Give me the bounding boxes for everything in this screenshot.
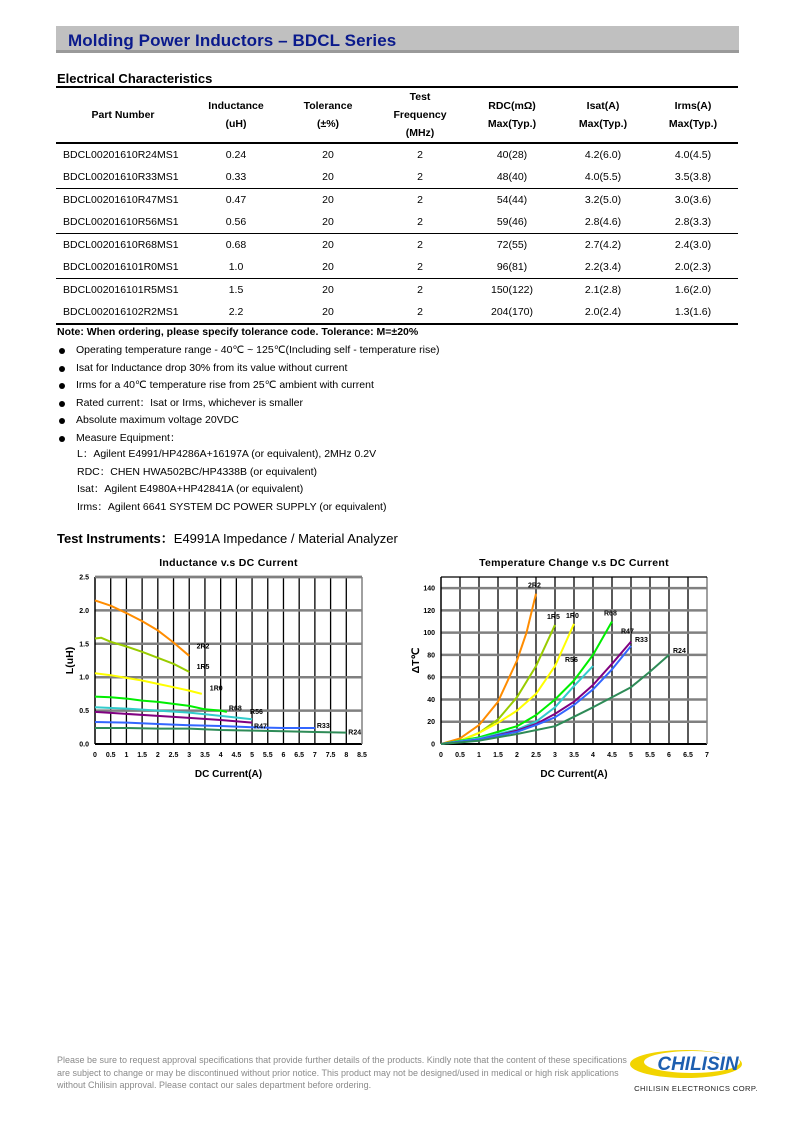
- series-label-r56: R56: [250, 708, 263, 716]
- x-tick-label: 2: [515, 752, 519, 759]
- header-label: Part Number: [91, 108, 155, 121]
- list-item: [57, 430, 440, 448]
- cell-rdc: 150(122): [490, 284, 534, 296]
- x-tick-label: 6: [281, 752, 286, 759]
- cell-part-number: BDCL00201610R68MS1: [63, 239, 179, 251]
- cell-isat: 2.8(4.6): [558, 211, 648, 234]
- electrical-characteristics-table: [56, 87, 738, 325]
- chart-title: Inductance v.s DC Current: [159, 557, 298, 569]
- cell-frequency: 2: [417, 239, 423, 251]
- logo-mark-icon: [626, 1046, 766, 1096]
- cell-isat: 2.0(2.4): [558, 301, 648, 324]
- table-row: [56, 189, 738, 212]
- cell-tolerance: 20: [322, 239, 334, 251]
- equipment-item: RDC：CHEN HWA502BC/HP4338B (or equivalent): [77, 465, 318, 478]
- list-item: [57, 377, 440, 395]
- cell-inductance: 2.2: [190, 301, 282, 324]
- x-tick-label: 2: [155, 752, 160, 759]
- cell-rdc: 204(170): [466, 301, 558, 324]
- measure-equipment-list: [77, 446, 386, 516]
- x-tick-label: 5: [250, 752, 255, 759]
- cell-inductance: 0.56: [190, 211, 282, 234]
- temperature-chart: [400, 552, 730, 792]
- y-tick-label: 20: [427, 719, 435, 727]
- cell-tolerance: 20: [322, 284, 334, 296]
- series-label-2r2: 2R2: [196, 643, 210, 651]
- cell-isat: 4.0(5.5): [558, 166, 648, 189]
- list-item: [57, 412, 440, 430]
- x-tick-label: 3.5: [569, 752, 579, 759]
- cell-tolerance: 20: [282, 256, 374, 279]
- cell-isat: 2.7(4.2): [584, 239, 622, 251]
- x-tick-label: 0: [439, 752, 443, 759]
- y-tick-label: 0: [431, 741, 435, 749]
- test-instruments-value: E4991A Impedance / Material Analyzer: [173, 531, 398, 546]
- y-tick-label: 2.5: [79, 574, 89, 582]
- header-label: Frequency: [393, 108, 447, 121]
- series-label-r33: R33: [316, 722, 330, 730]
- list-item: [57, 395, 440, 413]
- table-row: [56, 211, 738, 234]
- chart-title: Temperature Change v.s DC Current: [479, 557, 669, 569]
- list-item: [57, 342, 440, 360]
- header-part-number: [56, 87, 190, 143]
- x-tick-label: 1.5: [137, 752, 147, 759]
- equipment-item: L：Agilent E4991/HP4286A+16197A (or equivalent), 2MHz 0.2V: [77, 448, 377, 460]
- cell-inductance: 1.5: [228, 284, 244, 296]
- y-axis-label: L(uH): [64, 646, 76, 675]
- cell-tolerance: 20: [322, 149, 334, 161]
- equipment-item: Isat：Agilent E4980A+HP42841A (or equivalent): [77, 483, 304, 495]
- cell-inductance: 0.33: [190, 166, 282, 189]
- cell-irms: 1.3(1.6): [648, 301, 738, 324]
- cell-inductance: 0.47: [225, 194, 247, 206]
- cell-tolerance: 20: [282, 211, 374, 234]
- cell-irms: 1.6(2.0): [674, 284, 712, 296]
- header-tolerance: [282, 87, 374, 143]
- cell-tolerance: 20: [282, 301, 374, 324]
- bullet-icon: [59, 383, 65, 389]
- cell-rdc: 48(40): [466, 166, 558, 189]
- header-test-frequency: [374, 87, 466, 143]
- cell-tolerance: 20: [322, 194, 334, 206]
- x-axis-label: DC Current(A): [194, 769, 263, 780]
- logo-company-name: CHILISIN ELECTRONICS CORP.: [634, 1084, 758, 1093]
- list-item: [57, 360, 440, 378]
- bullet-icon: [59, 418, 65, 424]
- y-tick-label: 100: [423, 630, 435, 638]
- series-label-r68: R68: [604, 610, 617, 618]
- x-tick-label: 3: [553, 752, 557, 759]
- header-label: Tolerance: [303, 99, 353, 112]
- inductance-chart: [55, 552, 385, 792]
- spec-notes-list: [57, 342, 440, 447]
- header-label: Irms(A): [674, 99, 712, 112]
- cell-frequency: 2: [417, 194, 423, 206]
- x-tick-label: 1.5: [493, 752, 503, 759]
- header-rdc: [466, 87, 558, 143]
- x-tick-label: 2.5: [531, 752, 541, 759]
- table-row: [56, 301, 738, 324]
- page-title: Molding Power Inductors – BDCL Series: [68, 31, 397, 50]
- cell-irms: 3.0(3.6): [674, 194, 712, 206]
- cell-frequency: 2: [374, 211, 466, 234]
- header-label: Max(Typ.): [578, 117, 628, 130]
- header-label: Max(Typ.): [668, 117, 718, 130]
- cell-rdc: 96(81): [466, 256, 558, 279]
- cell-part-number: BDCL00201610R56MS1: [56, 211, 190, 234]
- cell-irms: 2.0(2.3): [648, 256, 738, 279]
- x-tick-label: 6.5: [683, 752, 693, 759]
- cell-frequency: 2: [374, 256, 466, 279]
- bullet-icon: [59, 401, 65, 407]
- cell-frequency: 2: [374, 166, 466, 189]
- table-row: [56, 234, 738, 257]
- y-tick-label: 1.0: [79, 674, 89, 682]
- cell-frequency: 2: [417, 149, 423, 161]
- cell-rdc: 59(46): [466, 211, 558, 234]
- header-label: Inductance: [208, 99, 264, 112]
- table-header-row: [56, 87, 738, 143]
- y-tick-label: 60: [427, 674, 435, 682]
- y-tick-label: 0.0: [79, 741, 89, 749]
- bullet-icon: [59, 366, 65, 372]
- table-row: [56, 166, 738, 189]
- test-instruments-label: Test Instruments：: [57, 531, 174, 546]
- header-label: (±%): [316, 117, 340, 130]
- series-label-1r5: 1R5: [196, 664, 210, 672]
- x-axis-label: DC Current(A): [540, 769, 608, 780]
- cell-part-number: BDCL002016101R0MS1: [56, 256, 190, 279]
- header-label: Max(Typ.): [487, 117, 537, 130]
- cell-isat: 2.1(2.8): [584, 284, 622, 296]
- cell-irms: 4.0(4.5): [674, 149, 712, 161]
- footer-disclaimer: Please be sure to request approval specifications that provide further details of the products. Kindly note that the content of these specifications are subject to change or may be discontinued without prior notice. This product may not be designed/used in medical or high risk applications without Chilisin approval. Please contact our sales department before ordering.: [57, 1055, 627, 1090]
- cell-inductance: 0.24: [225, 149, 247, 161]
- x-tick-label: 3: [187, 752, 192, 759]
- x-tick-label: 1: [124, 752, 129, 759]
- test-instruments: [57, 528, 398, 547]
- x-tick-label: 2.5: [168, 752, 179, 759]
- temperature-chart-svg: [400, 552, 730, 787]
- cell-rdc: 72(55): [496, 239, 528, 251]
- cell-part-number: BDCL002016101R5MS1: [63, 284, 179, 296]
- list-item-text: Absolute maximum voltage 20VDC: [76, 414, 239, 426]
- series-label-1r0: 1R0: [566, 612, 579, 620]
- x-tick-label: 1: [477, 752, 481, 759]
- list-item-text: Irms for a 40℃ temperature rise from 25℃ ambient with current: [76, 379, 374, 391]
- bullet-icon: [59, 436, 65, 442]
- series-label-r24: R24: [673, 647, 686, 655]
- x-tick-label: 0.5: [105, 752, 116, 759]
- cell-part-number: BDCL00201610R33MS1: [56, 166, 190, 189]
- cell-tolerance: 20: [282, 166, 374, 189]
- cell-isat: 2.2(3.4): [558, 256, 648, 279]
- table-row: [56, 143, 738, 166]
- x-tick-label: 6.5: [294, 752, 305, 759]
- cell-irms: 2.4(3.0): [674, 239, 712, 251]
- header-inductance: [190, 87, 282, 143]
- list-item-text: Operating temperature range - 40℃ ~ 125℃(Including self - temperature rise): [76, 344, 440, 356]
- series-label-r47: R47: [621, 628, 634, 636]
- cell-inductance: 0.68: [225, 239, 247, 251]
- x-tick-label: 5.5: [262, 752, 273, 759]
- cell-irms: 2.8(3.3): [648, 211, 738, 234]
- cell-inductance: 1.0: [190, 256, 282, 279]
- y-tick-label: 120: [423, 607, 435, 615]
- series-label-1r0: 1R0: [209, 685, 223, 693]
- y-axis-label: ΔT℃: [410, 647, 422, 674]
- series-label-r68: R68: [228, 705, 242, 713]
- header-label: (MHz): [405, 126, 435, 139]
- cell-irms: 3.5(3.8): [648, 166, 738, 189]
- x-tick-label: 7.5: [325, 752, 336, 759]
- x-tick-label: 0: [93, 752, 97, 759]
- y-tick-label: 80: [427, 652, 435, 660]
- y-tick-label: 2.0: [79, 607, 89, 615]
- table-row: [56, 256, 738, 279]
- header-label: Isat(A): [586, 99, 620, 112]
- equipment-item: Irms：Agilent 6641 SYSTEM DC POWER SUPPLY (or equivalent): [77, 500, 387, 513]
- x-tick-label: 4: [218, 752, 223, 759]
- x-tick-label: 7: [312, 752, 317, 759]
- header-label: (uH): [225, 117, 247, 130]
- series-label-r33: R33: [635, 637, 648, 645]
- header-label: Test: [409, 90, 431, 103]
- bullet-icon: [59, 348, 65, 354]
- y-tick-label: 0.5: [79, 708, 89, 716]
- cell-rdc: 40(28): [496, 149, 528, 161]
- series-label-2r2: 2R2: [528, 582, 541, 590]
- x-tick-label: 8.5: [357, 752, 367, 759]
- x-tick-label: 5.5: [645, 752, 655, 759]
- table-row: [56, 279, 738, 302]
- cell-frequency: 2: [417, 284, 423, 296]
- header-label: RDC(mΩ): [488, 99, 536, 112]
- cell-isat: 3.2(5.0): [584, 194, 622, 206]
- x-tick-label: 5: [629, 752, 633, 759]
- series-label-1r5: 1R5: [547, 613, 560, 621]
- x-tick-label: 8: [344, 752, 349, 759]
- inductance-chart-svg: [55, 552, 385, 787]
- cell-part-number: BDCL002016102R2MS1: [56, 301, 190, 324]
- x-tick-label: 7: [705, 752, 709, 759]
- header-irms: [648, 87, 738, 143]
- y-tick-label: 1.5: [79, 641, 89, 649]
- section-title: Electrical Characteristics: [57, 71, 213, 86]
- cell-part-number: BDCL00201610R47MS1: [63, 194, 179, 206]
- x-tick-label: 6: [667, 752, 671, 759]
- chilisin-logo: [626, 1046, 766, 1096]
- x-tick-label: 3.5: [200, 752, 210, 759]
- cell-frequency: 2: [374, 301, 466, 324]
- page-title-bar: [56, 26, 739, 53]
- x-tick-label: 4: [591, 752, 595, 759]
- list-item-text: Measure Equipment：: [76, 431, 181, 444]
- series-label-r24: R24: [348, 729, 362, 737]
- series-label-r47: R47: [254, 723, 267, 731]
- ordering-note: Note: When ordering, please specify tolerance code. Tolerance: M=±20%: [57, 326, 419, 338]
- y-tick-label: 140: [423, 585, 435, 593]
- x-tick-label: 4.5: [607, 752, 617, 759]
- x-tick-label: 4.5: [231, 752, 242, 759]
- cell-part-number: BDCL00201610R24MS1: [63, 149, 179, 161]
- logo-text: CHILISIN: [657, 1054, 739, 1075]
- cell-isat: 4.2(6.0): [584, 149, 622, 161]
- list-item-text: Rated current：Isat or Irms, whichever is smaller: [76, 396, 303, 409]
- list-item-text: Isat for Inductance drop 30% from its value without current: [76, 361, 348, 374]
- y-tick-label: 40: [427, 696, 435, 704]
- cell-rdc: 54(44): [496, 194, 528, 206]
- header-isat: [558, 87, 648, 143]
- series-label-r56: R56: [565, 657, 578, 665]
- x-tick-label: 0.5: [455, 752, 465, 759]
